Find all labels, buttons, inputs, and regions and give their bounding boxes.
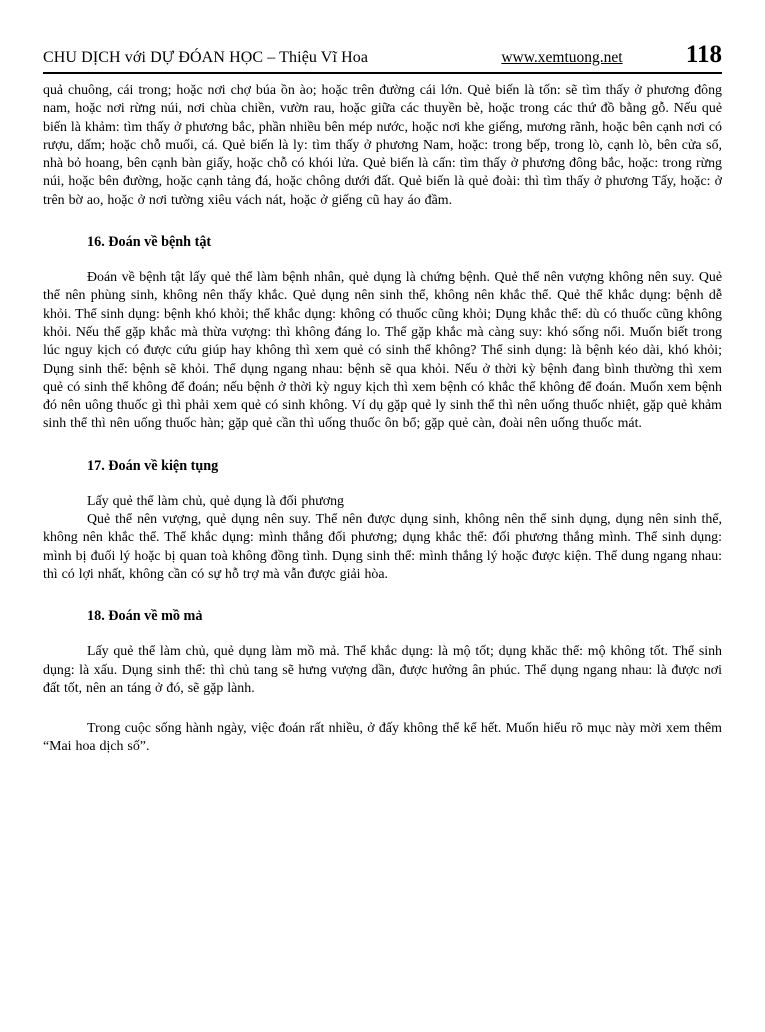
section-heading-18: 18. Đoán về mồ mả xyxy=(87,608,203,625)
section-heading-17: 17. Đoán về kiện tụng xyxy=(87,457,219,474)
section-16-paragraph: Đoán về bệnh tật lấy quẻ thể làm bệnh nhân, quẻ dụng là chứng bệnh. Quẻ thể nên vượng không nên suy. Quẻ thể nên phùng sinh, không nên thấy khắc. Quẻ dụng nên sinh thể, không nên khắc thể. Quẻ thể khắc dụng: bệnh dễ khỏi. Thể sinh dụng: bệnh khó khỏi; thể khắc dụng: không có thuốc cũng khỏi; Dụng khắc thể: dù có thuốc cũng không khỏi. Nếu thể gặp khắc mà thừa vượng: thì không đáng lo. Thể gặp khắc mà càng suy: khó sống nổi. Muốn biết trong lúc nguy kịch có được cứu giúp hay không thì xem quẻ có sinh thể không? Thể sinh dụng: là bệnh kéo dài, khó khỏi; Dụng sinh thể: bệnh sẽ khỏi. Thể dụng ngang nhau: bệnh sẽ qua khỏi. Nếu ở thời kỳ bệnh đang bình thường thì xem quẻ có sinh thể không để đoán; nếu bệnh ở thời kỳ nguy kịch thì xem bệnh có khắc thể không để đoán. Muốn xem bệnh đó nên uông thuốc gì thì phải xem quẻ có sinh không. Ví dụ gặp quẻ ly sinh thể thì nên uống thuốc nhiệt, gặp quẻ khảm sinh thể thì nên uống thuốc hàn; gặp quẻ cần thì uống thuốc ôn bổ; gặp quẻ càn, đoài nên uống thuốc mát. xyxy=(43,270,722,432)
closing-paragraph: Trong cuộc sống hành ngày, việc đoán rất nhiều, ở đấy không thể kể hết. Muốn hiểu rõ mục này mời xem thêm “Mai hoa dịch số”. xyxy=(43,721,722,755)
page-number: 118 xyxy=(685,41,722,68)
document-page xyxy=(43,42,722,757)
site-url: www.xemtuong.net xyxy=(501,49,623,66)
page-header xyxy=(43,42,722,74)
book-title: CHU DỊCH với DỰ ĐÓAN HỌC – Thiệu Vĩ Hoa xyxy=(43,49,369,66)
section-17-paragraph-1: Lấy quẻ thể làm chủ, quẻ dụng là đối phương xyxy=(87,493,345,509)
intro-paragraph: quả chuông, cái trong; hoặc nơi chợ búa ồn ào; hoặc trên đường cái lớn. Quẻ biến là tốn: sẽ tìm thấy ở phương đông nam, hoặc nơi rừng núi, nơi chùa chiền, vườn rau, hoặc giữa các thuyền bè, hoặc trong các thứ đồ bằng gỗ. Nếu quẻ biến là khảm: tìm thấy ở phương bắc, phần nhiều bên mép nước, hoặc nơi khe giếng, mương rãnh, hoặc bên cạnh nơi có rượu, dấm; hoặc chỗ muối, cá. Quẻ biến là ly: tìm thấy ở phương Nam, hoặc: trong bếp, trong lò, cạnh lò, bên cửa sổ, nhà bỏ hoang, bên cạnh bàn giấy, hoặc chỗ có khói lửa. Quẻ biến là cấn: tìm thấy ở phương đông bắc, hoặc: trong rừng núi, hoặc bên đường, hoặc cạnh tảng đá, hoặc chông dưới đất. Quẻ biến là quẻ đoài: thì tìm thấy ở phương Tấy, hoặc: ở trên bờ ao, hoặc ở nơi tường xiêu vách nát, hoặc ở giếng cũ hay áo đầm. xyxy=(43,83,722,208)
page-body xyxy=(43,74,722,757)
section-heading-16: 16. Đoán về bệnh tật xyxy=(87,234,212,251)
section-18-paragraph: Lấy quẻ thể làm chủ, quẻ dụng làm mồ mả. Thể khắc dụng: là mộ tốt; dụng khăc thể: mộ không tốt. Thể sinh dụng: là xấu. Dụng sinh thể: thì chủ tang sẽ hưng vượng dần, được hưởng ân phúc. Thể dụng ngang nhau: là được nơi đất tốt, nên an táng ở đó, sẽ gặp lành. xyxy=(43,644,722,696)
section-17-paragraph-2: Quẻ thể nên vượng, quẻ dụng nên suy. Thể nên được dụng sinh, không nên thể sinh dụng, dụng nên sinh thể, không nên khắc thể. Thể khắc dụng: mình thắng đối phương; dụng khắc thể: đối phương thắng mình. Thể sinh dụng: mình bị đuối lý hoặc bị quan toà không đồng tình. Dụng sinh thể: mình thắng lý hoặc được kiện. Thể dung ngang nhau: thì có lợi nhất, không cần có sự hỗ trợ mà vẫn được giải hòa. xyxy=(43,512,722,582)
